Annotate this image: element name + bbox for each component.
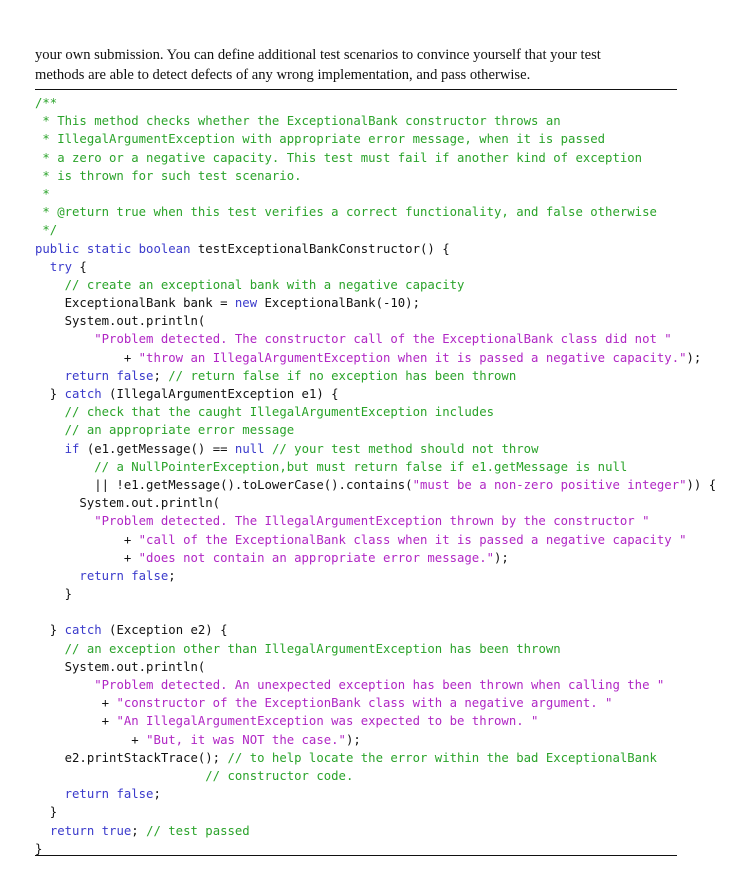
code-token: )) { (686, 477, 717, 492)
code-line (35, 294, 735, 312)
code-token: public static boolean (35, 241, 191, 256)
code-token: /** (35, 96, 58, 110)
code-token: "But, it was NOT the case." (146, 732, 346, 747)
code-line (35, 312, 735, 330)
code-token (35, 369, 65, 383)
code-token: // constructor code. (205, 768, 354, 783)
code-line (35, 658, 735, 676)
code-token: // your test method should not throw (271, 441, 539, 456)
code-token: + (35, 550, 139, 565)
code-token: catch (64, 387, 102, 401)
code-line (35, 512, 735, 530)
code-token: return false (64, 787, 154, 802)
code-token: "call of the ExceptionalBank class when it is passed a negative capacity " (138, 532, 687, 547)
code-line (35, 421, 735, 439)
code-line (35, 803, 735, 821)
code-line (35, 130, 735, 148)
code-token (35, 278, 65, 292)
code-line (35, 330, 735, 348)
bottom-rule (35, 855, 677, 856)
code-token: // create an exceptional bank with a negative capacity (64, 277, 465, 292)
code-line (35, 712, 735, 730)
intro-paragraph (35, 45, 685, 85)
code-line (35, 276, 735, 294)
code-token: // an appropriate error message (64, 423, 295, 438)
code-line (35, 221, 735, 239)
code-token: * is thrown for such test scenario. (35, 168, 302, 183)
code-line (35, 785, 735, 803)
code-line (35, 167, 735, 185)
code-line (35, 385, 735, 403)
code-token: // an exception other than IllegalArgumentException has been thrown (64, 641, 561, 656)
code-token: (IllegalArgumentException e1) { (101, 387, 339, 401)
code-token: return false (64, 368, 154, 383)
code-token: "does not contain an appropriate error message." (138, 550, 495, 565)
code-token (35, 678, 94, 692)
code-token: * This method checks whether the ExceptionalBank constructor throws an (35, 114, 561, 129)
code-token: } (35, 587, 73, 602)
code-token: "Problem detected. The constructor call of the ExceptionalBank class did not " (94, 332, 672, 347)
intro-line: your own submission. You can define additional test scenarios to convince yourself that your test (35, 47, 601, 63)
code-token (35, 787, 65, 801)
code-token: null (234, 441, 265, 456)
code-token: // return false if no exception has been thrown (168, 368, 517, 383)
code-token (35, 332, 94, 346)
code-token: "constructor of the ExceptionBank class with a negative argument. " (116, 696, 613, 711)
code-token (35, 824, 50, 838)
code-token (35, 260, 50, 274)
code-token: System.out.println( (35, 496, 221, 511)
code-line (35, 531, 735, 549)
code-token: ; (168, 568, 176, 583)
code-token: e2.printStackTrace(); (35, 750, 228, 765)
code-token: try (49, 259, 73, 274)
code-token: "throw an IllegalArgumentException when it is passed a negative capacity." (138, 350, 687, 365)
code-listing (35, 94, 735, 858)
code-token: * IllegalArgumentException with appropriate error message, when it is passed (35, 132, 606, 147)
code-line (35, 440, 735, 458)
code-token: "An IllegalArgumentException was expected to be thrown. " (116, 714, 539, 729)
code-line (35, 694, 735, 712)
code-token: ; (153, 787, 161, 802)
code-token: return false (79, 568, 169, 583)
code-token: + (35, 696, 117, 711)
code-token (35, 442, 65, 456)
code-token (35, 642, 65, 656)
top-rule (35, 89, 677, 90)
code-token: System.out.println( (35, 659, 206, 674)
code-line (35, 185, 735, 203)
code-token: } (35, 805, 58, 820)
code-token (35, 423, 65, 437)
code-token: + (35, 350, 139, 365)
code-token: ); (494, 550, 509, 565)
code-token: // a NullPointerException,but must return false if e1.getMessage is null (94, 459, 628, 474)
code-token: testExceptionalBankConstructor() { (190, 241, 450, 256)
code-token: || !e1.getMessage().toLowerCase().contains( (35, 477, 413, 492)
code-token: } (35, 387, 65, 401)
code-token (35, 769, 205, 783)
code-token: // check that the caught IllegalArgumentException includes (64, 405, 495, 420)
code-token: (e1.getMessage() == (79, 441, 235, 456)
code-token: * (35, 186, 50, 201)
code-line (35, 640, 735, 658)
intro-line: methods are able to detect defects of any wrong implementation, and pass otherwise. (35, 67, 531, 83)
code-token: { (72, 259, 87, 274)
code-line (35, 367, 735, 385)
code-line (35, 458, 735, 476)
code-token (265, 442, 272, 456)
code-token (35, 569, 79, 583)
code-line (35, 349, 735, 367)
code-line (35, 676, 735, 694)
code-token: // to help locate the error within the bad ExceptionalBank (227, 750, 657, 765)
code-token (35, 460, 94, 474)
code-line (35, 494, 735, 512)
code-line (35, 112, 735, 130)
code-token: * a zero or a negative capacity. This test must fail if another kind of exception (35, 150, 643, 165)
code-line (35, 240, 735, 258)
code-token: ); (686, 350, 702, 365)
code-token: // test passed (146, 823, 250, 838)
code-token: "must be a non-zero positive integer" (412, 477, 687, 492)
code-token (35, 514, 94, 528)
code-line (35, 549, 735, 567)
code-token: ; (131, 823, 147, 838)
code-token: + (35, 714, 117, 729)
code-token: new (234, 296, 258, 311)
code-line (35, 585, 735, 603)
code-line (35, 749, 735, 767)
code-token: } (35, 623, 65, 638)
code-token: if (64, 441, 80, 456)
code-token: ; (153, 368, 169, 383)
code-token: "Problem detected. An unexpected exception has been thrown when calling the " (94, 678, 665, 692)
code-token: + (35, 732, 147, 747)
code-token: (Exception e2) { (101, 623, 228, 638)
code-token: */ (35, 223, 58, 238)
code-token: * @return true when this test verifies a correct functionality, and false otherwise (35, 205, 657, 220)
code-line (35, 203, 735, 221)
code-token: catch (64, 623, 102, 638)
code-token (35, 405, 65, 419)
code-line (35, 621, 735, 639)
code-token: System.out.println( (35, 314, 206, 329)
code-token: "Problem detected. The IllegalArgumentException thrown by the constructor " (94, 514, 650, 529)
code-line (35, 603, 735, 621)
code-line (35, 476, 735, 494)
code-line (35, 94, 735, 112)
code-line (35, 567, 735, 585)
code-line (35, 767, 735, 785)
code-line (35, 403, 735, 421)
code-line (35, 822, 735, 840)
code-line (35, 731, 735, 749)
code-token: + (35, 532, 139, 547)
code-line (35, 258, 735, 276)
code-line (35, 149, 735, 167)
code-token: ExceptionalBank(-10); (257, 296, 420, 311)
code-token: } (35, 841, 43, 856)
code-token: ); (345, 732, 361, 747)
code-token: ExceptionalBank bank = (35, 296, 235, 311)
code-token: return true (49, 823, 132, 838)
